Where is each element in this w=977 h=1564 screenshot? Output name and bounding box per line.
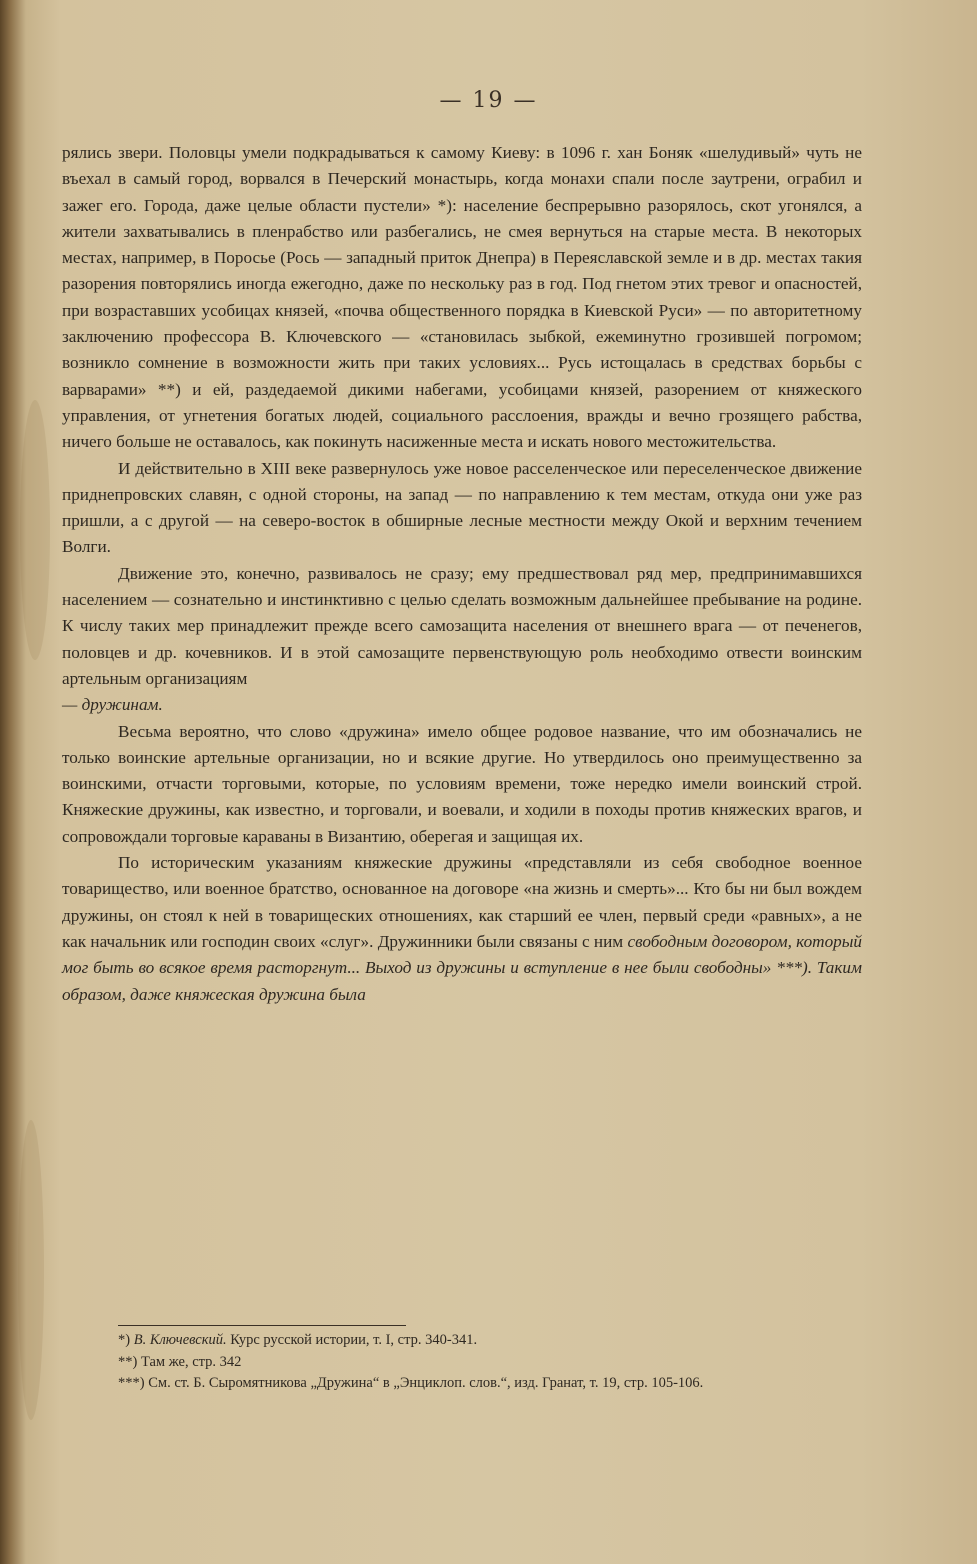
footnote-mark: **) xyxy=(118,1353,138,1370)
paper-stain xyxy=(20,400,50,660)
emphasis-svobodnym: свободным xyxy=(627,931,708,951)
footnote-text: Курс русской истории, т. I, стр. 340-341. xyxy=(230,1332,478,1348)
footnote-3 xyxy=(62,1373,862,1395)
paragraph-2: И действительно в XIII веке развернулось уже новое расселенческое или переселенческое движение приднепровских славян, с одной стороны, на запад — по направлению к тем местам, откуда они уже раз пришли, а с другой — на северо-восток в обширные лесные местности между Окой и верхним течением Волги. xyxy=(62,458,862,557)
footnote-text: Там же, стр. 342 xyxy=(140,1353,242,1370)
footnote-mark: ***) xyxy=(118,1375,145,1391)
paper-stain xyxy=(18,1120,44,1420)
footnote-text: См. ст. Б. Сыромятникова „Дружина“ в „Энциклоп. слов.“, изд. Гранат, т. 19, стр. 105-106. xyxy=(148,1375,704,1391)
paragraph-5 xyxy=(62,850,862,1008)
paragraph-1: рялись звери. Половцы умели подкрадываться к самому Киеву: в 1096 г. хан Боняк «шелудивый» чуть не въехал в самый город, ворвался в Печерский монастырь, когда монахи спали после заутрени, ограбил и зажег его. Города, даже целые области пустели» *): население беспрерывно разорялось, скот угонялся, а жители захватывались в пленрабство или разбегались, не смея вернуться на старые места. В некоторых местах, например, в Поросье (Рось — западный приток Днепра) в Переяславской земле и в др. местах такия разорения повторялись иногда ежегодно, даже по нескольку раз в год. Под гнетом этих тревог и опасностей, при возраставших усобицах князей, «почва общественного порядка в Киевской Руси» — по авторитетному заключению профессора В. Ключевского — «становилась зыбкой, ежеминутно грозившей погромом; возникло сомнение в возможности жить при таких условиях... Русь истощалась в средствах борьбы с варварами» **) и ей, раздедаемой дикими набегами, усобицами князей, разорением от княжеского управления, от угнетения богатых людей, социального расслоения, вражды и вечно грозящего рабства, ничего больше не оставалось, как покинуть насиженные места и искать нового местожительства. xyxy=(62,143,862,452)
paragraph-4: Весьма вероятно, что слово «дружина» имело общее родовое название, что им обозначались не только воинские артельные организации, но и всякие другие. Но утвердилось оно преимущественно за воинскими, отчасти торговыми, которые, по условиям времени, тоже нередко имели воинский строй. Княжеские дружины, как известно, и торговали, и воевали, и ходили в походы против княжеских врагов, и сопровождали торговые караваны в Византию, оберегая и защищая их. xyxy=(62,721,862,846)
paragraph-3 xyxy=(62,561,862,719)
footnote-2 xyxy=(62,1352,862,1374)
page-number: — 19 — xyxy=(439,88,538,113)
footnote-mark: *) xyxy=(118,1332,131,1348)
main-text xyxy=(62,140,862,1008)
footnote-source: В. Ключевский. xyxy=(133,1332,227,1348)
paragraph-5-text: По историческим указаниям княжеские дружины «представляли из себя свободное военное товарищество, или военное братство, основанное на договоре «на жизнь и смерть»... Кто бы ни был вождем дружины, он стоял к ней в товарищеских отношениях, как старший ее член, первый среди «равных», а не как начальник или господин своих «слуг». Дружинники были связаны с ним xyxy=(62,853,862,951)
footnote-1 xyxy=(62,1330,862,1352)
paragraph-5-end: договором, который мог быть во всякое время расторгнут... Выход из дружины и вступление в нее были свободны» ***). Таким образом, даже княжеская дружина была xyxy=(62,931,862,1004)
paragraph-3-text: Движение это, конечно, развивалось не сразу; ему предшествовал ряд мер, предпринимавшихся населением — сознательно и инстинктивно с целью сделать возможным дальнейшее пребывание на родине. К числу таких мер принадлежит прежде всего самозащита населения от внешнего врага — от печенегов, половцев и др. кочевников. И в этой самозащите первенствующую роль необходимо отвести воинским артельным организациям xyxy=(62,563,862,688)
footnote-divider xyxy=(118,1325,406,1326)
emphasis-druzhinam: — дружинам. xyxy=(62,695,163,715)
footnotes xyxy=(62,1330,862,1395)
